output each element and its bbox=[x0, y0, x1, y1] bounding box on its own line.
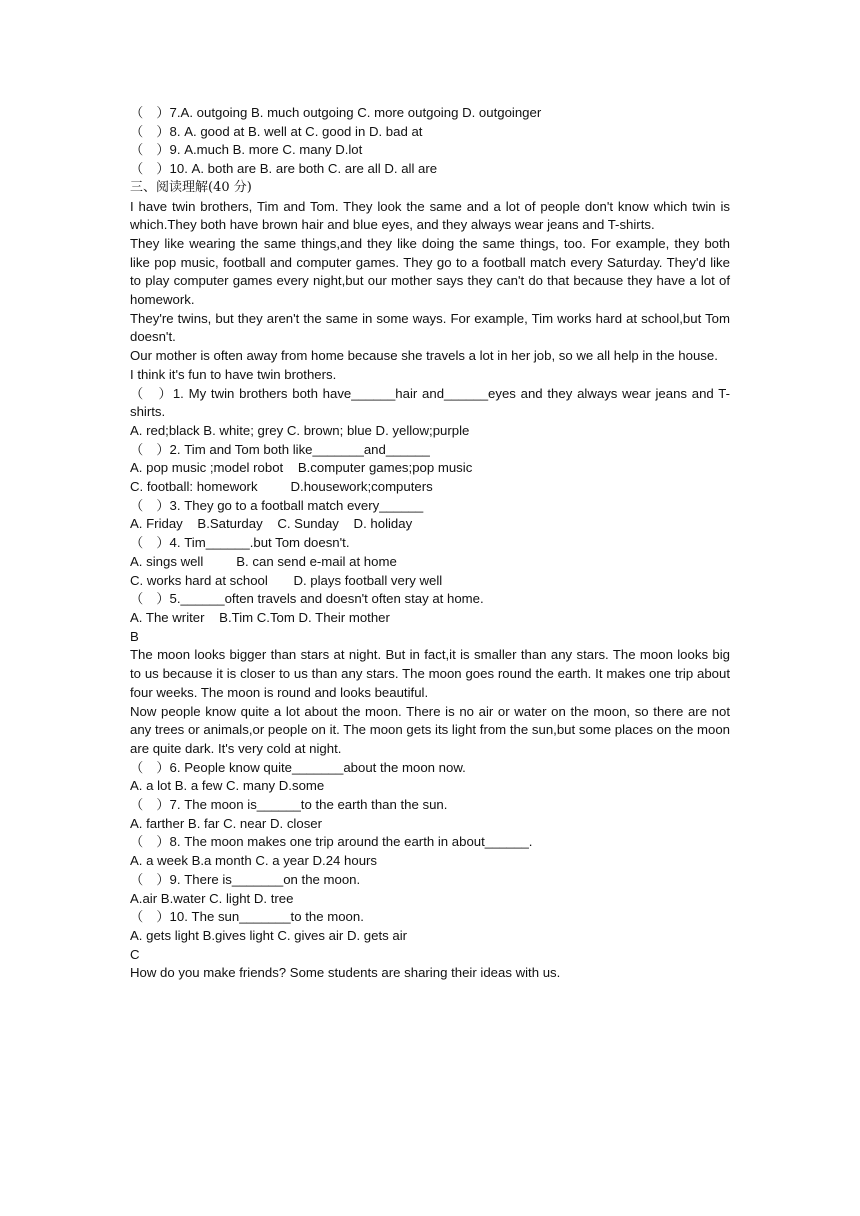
options-a5: A. The writer B.Tim C.Tom D. Their mother bbox=[130, 609, 390, 625]
passage-a-paragraph-1: I have twin brothers, Tim and Tom. They look the same and a lot of people don't know which twin is which.They both have brown hair and blue eyes, and they always wear jeans and T-shirts. bbox=[130, 198, 734, 233]
options-a1: A. red;black B. white; grey C. brown; blue D. yellow;purple bbox=[130, 422, 470, 438]
passage-a-paragraph-2: They like wearing the same things,and they like doing the same things, too. For example, they both like pop music, football and computer games. They go to a football match every Saturday. They'd like to play computer games every night,but our mother says they can't do that because they have a lot of homework. bbox=[130, 235, 734, 308]
passage-a-paragraph-4: Our mother is often away from home because she travels a lot in her job, so we all help in the house. bbox=[130, 348, 718, 364]
section-label-b: B bbox=[130, 628, 139, 644]
options-a4-line2: C. works hard at school D. plays football very well bbox=[130, 572, 443, 588]
question-7: （ ）7.A. outgoing B. much outgoing C. more outgoing D. outgoinger bbox=[130, 105, 542, 120]
question-a4: （ ）4. Tim______.but Tom doesn't. bbox=[130, 535, 350, 551]
options-b6: A. a lot B. a few C. many D.some bbox=[130, 778, 325, 794]
question-b7: （ ）7. The moon is______to the earth than the sun. bbox=[130, 797, 448, 813]
question-a5: （ ）5.______often travels and doesn't often stay at home. bbox=[130, 591, 484, 607]
options-b10: A. gets light B.gives light C. gives air D. gets air bbox=[130, 927, 408, 943]
question-a2: （ ）2. Tim and Tom both like_______and______ bbox=[130, 441, 430, 457]
question-9: （ ）9. A.much B. more C. many D.lot bbox=[130, 142, 363, 158]
passage-b-paragraph-1: The moon looks bigger than stars at night. But in fact,it is smaller than any stars. The moon looks big to us because it is closer to us than any stars. The moon goes round the earth. It makes one trip about four weeks. The moon is round and looks beautiful. bbox=[130, 647, 734, 700]
question-10: （ ）10. A. both are B. are both C. are all D. all are bbox=[130, 161, 438, 177]
options-a2-line1: A. pop music ;model robot B.computer games;pop music bbox=[130, 460, 473, 476]
options-b8: A. a week B.a month C. a year D.24 hours bbox=[130, 853, 378, 869]
options-b9: A.air B.water C. light D. tree bbox=[130, 890, 294, 906]
options-b7: A. farther B. far C. near D. closer bbox=[130, 815, 323, 831]
question-b10: （ ）10. The sun_______to the moon. bbox=[130, 909, 364, 925]
question-a1: （ ）1. My twin brothers both have______hair and______eyes and they always wear jeans and T-shirts. bbox=[130, 385, 730, 420]
options-a2-line2: C. football: homework D.housework;computers bbox=[130, 479, 433, 495]
section-title-reading: 三、阅读理解(40 分) bbox=[130, 179, 252, 195]
options-a4-line1: A. sings well B. can send e-mail at home bbox=[130, 553, 397, 569]
options-a3: A. Friday B.Saturday C. Sunday D. holiday bbox=[130, 516, 413, 532]
passage-a-paragraph-5: I think it's fun to have twin brothers. bbox=[130, 366, 337, 382]
question-a3: （ ）3. They go to a football match every______ bbox=[130, 497, 424, 513]
passage-b-paragraph-2: Now people know quite a lot about the moon. There is no air or water on the moon, so there are not any trees or animals,or people on it. The moon gets its light from the sun,but some places on the moon are quite dark. It's very cold at night. bbox=[130, 703, 734, 756]
question-8: （ ）8. A. good at B. well at C. good in D. bad at bbox=[130, 123, 423, 139]
question-b8: （ ）8. The moon makes one trip around the earth in about______. bbox=[130, 834, 533, 850]
passage-a-paragraph-3: They're twins, but they aren't the same in some ways. For example, Tim works hard at school,but Tom doesn't. bbox=[130, 310, 734, 345]
question-b9: （ ）9. There is_______on the moon. bbox=[130, 871, 361, 887]
section-label-c: C bbox=[130, 946, 140, 962]
question-b6: （ ）6. People know quite_______about the moon now. bbox=[130, 759, 466, 775]
passage-c-intro: How do you make friends? Some students are sharing their ideas with us. bbox=[130, 965, 561, 981]
